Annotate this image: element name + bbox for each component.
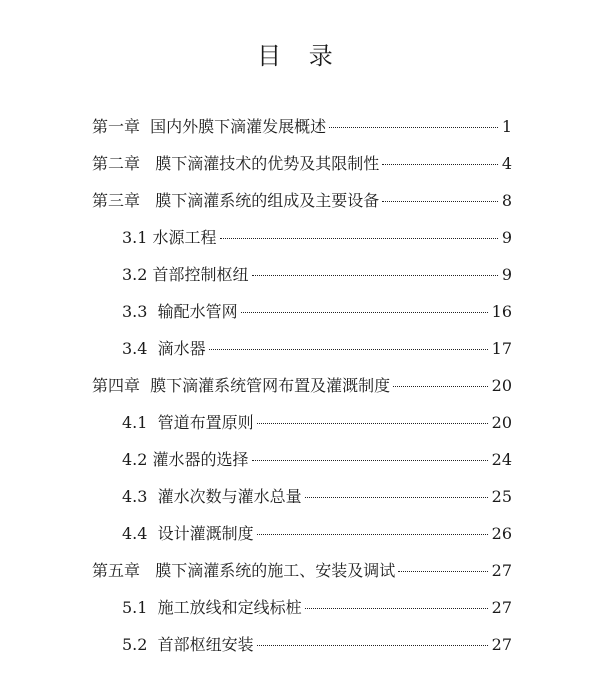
toc-entry[interactable] (92, 147, 512, 181)
toc-leader-dots (252, 275, 498, 276)
toc-entry-label: 4.4 设计灌溉制度 (122, 524, 254, 543)
toc-page-number: 20 (491, 413, 512, 432)
toc-entry-label: 第二章 膜下滴灌技术的优势及其限制性 (92, 154, 380, 173)
toc-leader-dots (398, 571, 487, 572)
toc-leader-dots (329, 127, 498, 128)
toc-page-number: 24 (491, 450, 512, 469)
toc-entry[interactable] (122, 591, 512, 625)
toc-entry[interactable] (122, 295, 512, 329)
toc-page-number: 9 (501, 265, 512, 284)
toc-entry[interactable] (92, 369, 512, 403)
toc-entry[interactable] (92, 110, 512, 144)
toc-leader-dots (393, 386, 487, 387)
toc-leader-dots (220, 238, 498, 239)
toc-entry-label: 4.2 灌水器的选择 (122, 450, 249, 469)
toc-page-number: 27 (491, 598, 512, 617)
toc-entry[interactable] (122, 406, 512, 440)
toc-leader-dots (305, 497, 488, 498)
toc-page-number: 1 (501, 117, 512, 136)
toc-leader-dots (382, 164, 498, 165)
toc-page-number: 27 (491, 635, 512, 654)
page-title: 目 录 (257, 42, 343, 70)
toc-page-number: 17 (491, 339, 512, 358)
toc-page-number: 8 (501, 191, 512, 210)
toc-leader-dots (305, 608, 488, 609)
toc-entry-label: 5.1 施工放线和定线标桩 (122, 598, 302, 617)
toc-entry-label: 第四章 膜下滴灌系统管网布置及灌溉制度 (92, 376, 391, 395)
toc-page-number: 27 (491, 561, 512, 580)
toc-leader-dots (257, 534, 488, 535)
toc-entry-label: 第五章 膜下滴灌系统的施工、安装及调试 (92, 561, 396, 580)
toc-page-number: 16 (491, 302, 512, 321)
toc-page-number: 20 (491, 376, 512, 395)
toc-entry-label: 3.3 输配水管网 (122, 302, 238, 321)
toc-entry-label: 3.1 水源工程 (122, 228, 217, 247)
toc-entry-label: 3.4 滴水器 (122, 339, 206, 358)
toc-entry-label: 4.3 灌水次数与灌水总量 (122, 487, 302, 506)
toc-page-number: 25 (491, 487, 512, 506)
toc-entry[interactable] (122, 221, 512, 255)
toc-entry[interactable] (122, 258, 512, 292)
toc-entry[interactable] (122, 628, 512, 662)
toc-entry[interactable] (122, 480, 512, 514)
toc-leader-dots (257, 423, 488, 424)
toc-entry-label: 4.1 管道布置原则 (122, 413, 254, 432)
toc-leader-dots (252, 460, 488, 461)
toc-page-number: 4 (501, 154, 512, 173)
toc-leader-dots (209, 349, 488, 350)
toc-entry[interactable] (92, 184, 512, 218)
toc-entry-label: 第一章 国内外膜下滴灌发展概述 (92, 117, 327, 136)
toc-page-number: 9 (501, 228, 512, 247)
toc-leader-dots (257, 645, 488, 646)
toc-leader-dots (241, 312, 488, 313)
toc-entry[interactable] (122, 332, 512, 366)
toc-page-number: 26 (491, 524, 512, 543)
toc-entry[interactable] (122, 443, 512, 477)
toc-entry-label: 3.2 首部控制枢纽 (122, 265, 249, 284)
toc-entry[interactable] (92, 554, 512, 588)
toc-leader-dots (382, 201, 498, 202)
toc-entry[interactable] (122, 517, 512, 551)
toc-entry-label: 5.2 首部枢纽安装 (122, 635, 254, 654)
toc-entry-label: 第三章 膜下滴灌系统的组成及主要设备 (92, 191, 380, 210)
